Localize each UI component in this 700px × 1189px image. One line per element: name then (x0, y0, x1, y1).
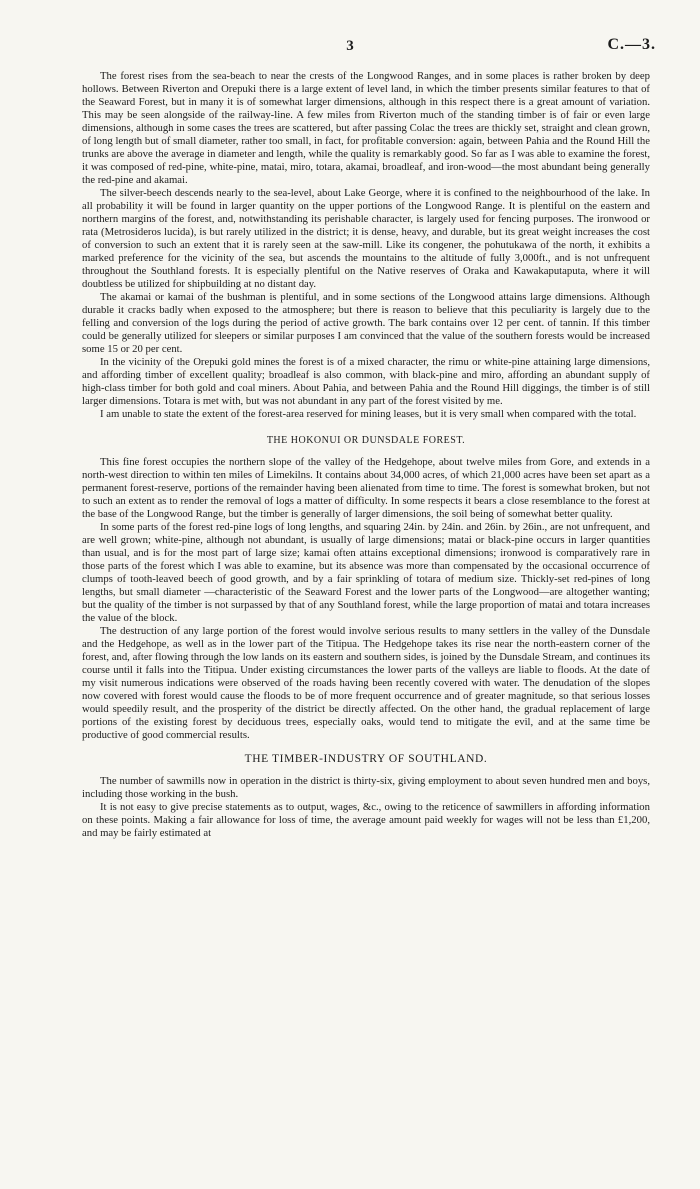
section-heading-hokonui: THE HOKONUI OR DUNSDALE FOREST. (266, 435, 466, 446)
paragraph: This fine forest occupies the northern slope of the valley of the Hedgehope, about twelve miles from Gore, and extends in a north-west direction to within ten miles of Limekilns. It contains about 34,000 acres, of which 21,000 acres have been set apart as a permanent forest-reserve, portions of the remainder having been alienated from time to time. The forest is somewhat broken, but not to such an extent as to render the removal of logs a matter of difficulty. In some respects it bears a close resemblance to the forest at the base of the Longwood Range, but the timber is generally of larger dimensions, the soil being of somewhat better quality. (82, 456, 650, 520)
paragraph: The silver-beech descends nearly to the sea-level, about Lake George, where it is confined to the neighbourhood of the lake. In all probability it will be found in larger quantity on the upper portions of the Longwood Range. It is plentiful on the eastern and northern margins of the forest, and, notwithstanding its perishable character, is largely used for fencing purposes. The ironwood or rata (Metrosideros lucida), is but rarely utilized in the district; it is dense, heavy, and durable, but its great weight increases the cost of conversion to such an extent that it is rarely seen at the saw-mill. Like its congener, the pohutukawa of the north, it exhibits a marked preference for the vicinity of the sea, but ascends the mountains to the altitude of fully 3,000ft., and is not unfrequent throughout the Southland forests. It is especially plentiful on the Native reserves of Oraka and Kawakaputaputa, where it will doubtless be utilized for shipbuilding at no distant day. (82, 187, 650, 290)
paragraph: The destruction of any large portion of the forest would involve serious results to many settlers in the valley of the Dunsdale and the Hedgehope, as well as in the lower part of the Titipua. The Hedgehope takes its rise near the north-eastern corner of the forest, and, after flowing through the low lands on its eastern and southern sides, is joined by the Dunsdale Stream, and continues its course until it falls into the Titipua. Under existing circumstances the lower parts of the valleys are liable to floods. At the date of my visit numerous indications were observed of the roads having been recently covered with water. The denudation of the slopes now covered with forest would cause the floods to be of more frequent occurrence and of greater magnitude, so that serious losses would speedily result, and the prosperity of the district be directly affected. On the other hand, the gradual replacement of large portions of the existing forest by deciduous trees, especially oaks, would tend to mitigate the evil, and at the same time be productive of good commercial results. (82, 625, 650, 741)
paragraph: The forest rises from the sea-beach to near the crests of the Longwood Ranges, and in some places is rather broken by deep hollows. Between Riverton and Orepuki there is a large extent of level land, in which the timber presents similar features to that of the Seaward Forest, but in many it is of somewhat larger dimensions, although in this respect there is a great amount of variation. This may be seen alongside of the railway-line. A few miles from Riverton much of the standing timber is of fair or even large dimensions, although in some cases the trees are scattered, but after passing Colac the trees are thickly set, straight and clean grown, of long length but of small diameter, rather too small, in fact, for profitable conversion: again, between Pahia and the Round Hill the trunks are above the average in diameter and length, while the quality is remarkably good. So far as I was able to examine the forest, it was composed of red-pine, white-pine, matai, miro, totara, akamai, broadleaf, and iron-wood—the most abundant being generally the red-pine and akamai. (82, 70, 650, 186)
paragraph: In some parts of the forest red-pine logs of long lengths, and squaring 24in. by 24in. and 26in. by 26in., are not unfrequent, and are well grown; white-pine, although not abundant, is usually of large dimensions; matai or black-pine occurs in larger quantities than usual, and is for the most part of large size; kamai often attains exceptional dimensions; ironwood is comparatively rare in those parts of the forest which I was able to examine, but its absence was more than compensated by the occasional occurrence of clumps of tooth-leaved beech of good growth, and by a fair sprinkling of totara of medium size. Thickly-set red-pines of long lengths, but small diameter —characteristic of the Seaward Forest and the lower parts of the Longwood—are altogether wanting; but the quality of the timber is not surpassed by that of any Southland forest, while the large proportion of matai and totara increases the value of the block. (82, 521, 650, 624)
paragraph: I am unable to state the extent of the forest-area reserved for mining leases, but it is very small when compared with the total. (100, 408, 637, 420)
page-code: C.—3. (607, 36, 656, 53)
paragraph: In the vicinity of the Orepuki gold mines the forest is of a mixed character, the rimu or white-pine attaining large dimensions, and affording timber of excellent quality; broadleaf is also common, with black-pine and miro, affording an abundant supply of high-class timber for both gold and coal miners. About Pahia, and between Pahia and the Round Hill diggings, the timber is of still larger dimensions. Totara is met with, but was not abundant in any part of the forest visited by me. (82, 356, 650, 407)
page-number: 3 (346, 38, 354, 54)
paragraph: The number of sawmills now in operation in the district is thirty-six, giving employment to about seven hundred men and boys, including those working in the bush. (82, 775, 650, 800)
paragraph: The akamai or kamai of the bushman is plentiful, and in some sections of the Longwood attains large dimensions. Although durable it cracks badly when exposed to the atmosphere; but there is reason to believe that this peculiarity is largely due to the felling and conversion of the logs during the period of active growth. The bark contains over 12 per cent. of tannin. If this timber could be generally utilized for sleepers or similar purposes I am convinced that the value of the southern forests would be increased some 15 or 20 per cent. (82, 291, 650, 355)
section-heading-timber-industry: THE TIMBER-INDUSTRY OF SOUTHLAND. (244, 753, 488, 765)
document-body (82, 70, 650, 840)
paragraph: It is not easy to give precise statements as to output, wages, &c., owing to the reticence of sawmillers in affording information on these points. Making a fair allowance for loss of time, the average amount paid weekly for wages will not be less than £1,200, and may be fairly estimated at (82, 801, 650, 839)
